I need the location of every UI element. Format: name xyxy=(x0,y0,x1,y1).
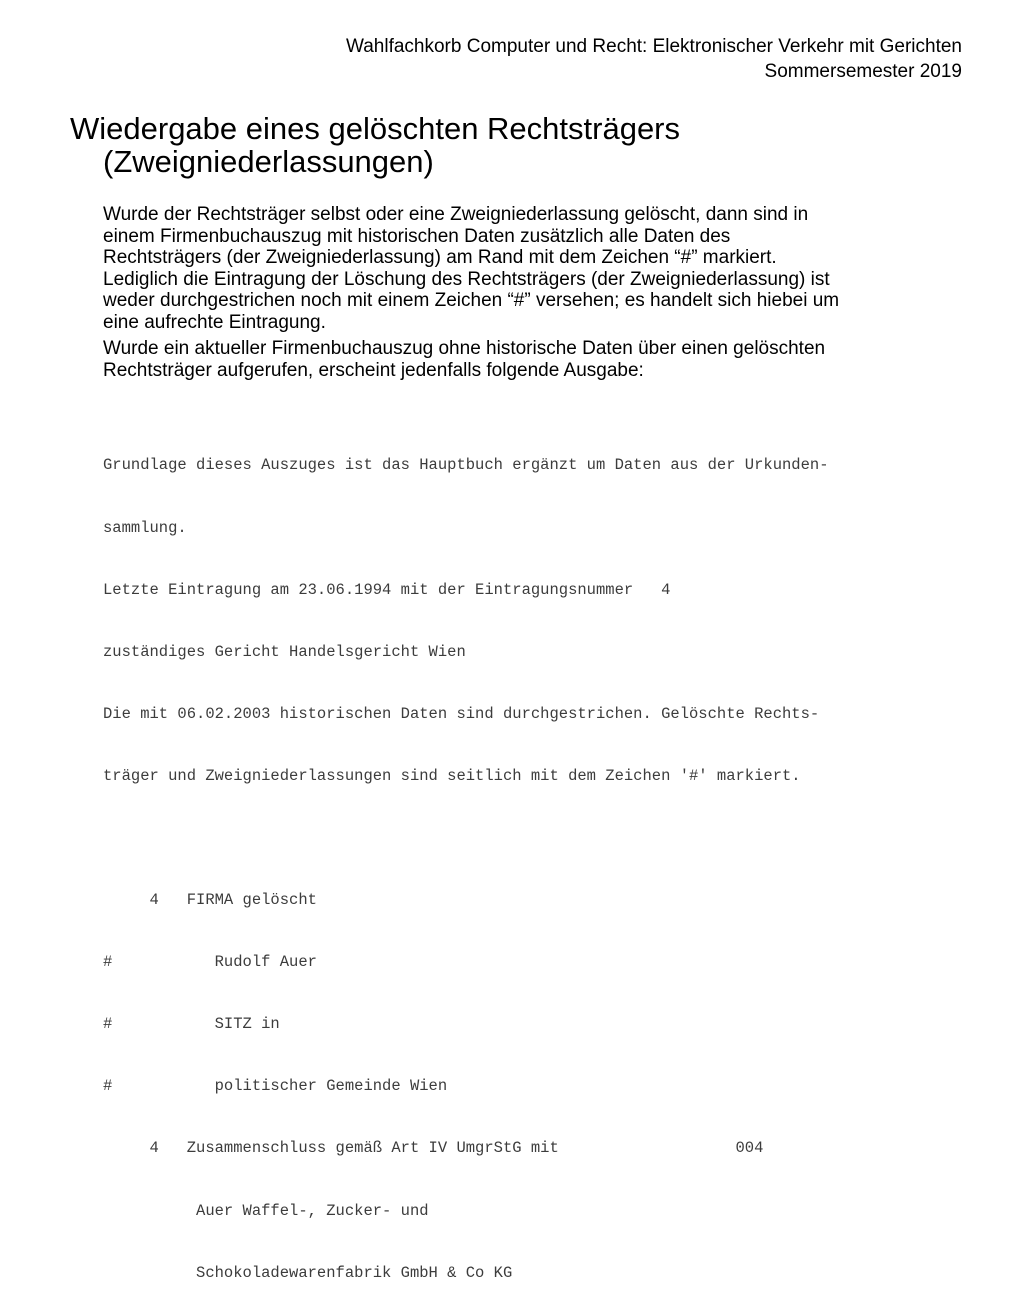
excerpt-line: sammlung. xyxy=(103,518,187,537)
paragraph-line: Wurde der Rechtsträger selbst oder eine Zweigniederlassung gelöscht, dann sind in xyxy=(103,204,809,225)
slide-title xyxy=(70,112,680,178)
excerpt-line: # politischer Gemeinde Wien xyxy=(103,1077,448,1096)
excerpt-line: Schokoladewarenfabrik GmbH & Co KG xyxy=(103,1263,513,1282)
paragraph-1 xyxy=(103,204,1003,333)
excerpt-line: Die mit 06.02.2003 historischen Daten sind durchgestrichen. Gelöschte Rechts- xyxy=(103,704,820,723)
excerpt-line: # Rudolf Auer xyxy=(103,953,317,972)
slide-header xyxy=(346,34,962,84)
excerpt-line: Letzte Eintragung am 23.06.1994 mit der Eintragungsnummer 4 xyxy=(103,580,671,599)
excerpt-line: # SITZ in xyxy=(103,1015,280,1034)
title-line-2: (Zweigniederlassungen) xyxy=(103,144,434,179)
paragraph-line: weder durchgestrichen noch mit einem Zeichen “#” versehen; es handelt sich hiebei um xyxy=(103,290,840,311)
paragraph-line: Rechtsträger aufgerufen, erscheint jedenfalls folgende Ausgabe: xyxy=(103,359,644,381)
paragraph-2 xyxy=(103,338,1003,381)
excerpt-line: 4 Zusammenschluss gemäß Art IV UmgrStG mit 004 xyxy=(103,1139,764,1158)
paragraph-line: eine aufrechte Eintragung. xyxy=(103,311,326,333)
excerpt-line: Grundlage dieses Auszuges ist das Hauptbuch ergänzt um Daten aus der Urkunden- xyxy=(103,456,829,475)
excerpt-line: Auer Waffel-, Zucker- und xyxy=(103,1201,429,1220)
title-line-1: Wiedergabe eines gelöschten Rechtsträgers xyxy=(70,111,681,146)
paragraph-line: Lediglich die Eintragung der Löschung des Rechtsträgers (der Zweigniederlassung) ist xyxy=(103,268,830,290)
excerpt-line: 4 FIRMA gelöscht xyxy=(103,891,317,910)
paragraph-line: Wurde ein aktueller Firmenbuchauszug ohne historische Daten über einen gelöschten xyxy=(103,338,826,359)
excerpt-line: träger und Zweigniederlassungen sind seitlich mit dem Zeichen '#' markiert. xyxy=(103,766,801,785)
paragraph-line: einem Firmenbuchauszug mit historischen Daten zusätzlich alle Daten des xyxy=(103,225,731,247)
slide-body xyxy=(103,204,1003,381)
register-excerpt xyxy=(103,414,829,1304)
paragraph-line: Rechtsträgers (der Zweigniederlassung) am Rand mit dem Zeichen “#” markiert. xyxy=(103,247,777,268)
course-title: Wahlfachkorb Computer und Recht: Elektronischer Verkehr mit Gerichten xyxy=(345,36,962,57)
excerpt-line: zuständiges Gericht Handelsgericht Wien xyxy=(103,642,466,661)
semester-label: Sommersemester 2019 xyxy=(764,61,962,82)
excerpt-blank-line xyxy=(103,828,829,849)
